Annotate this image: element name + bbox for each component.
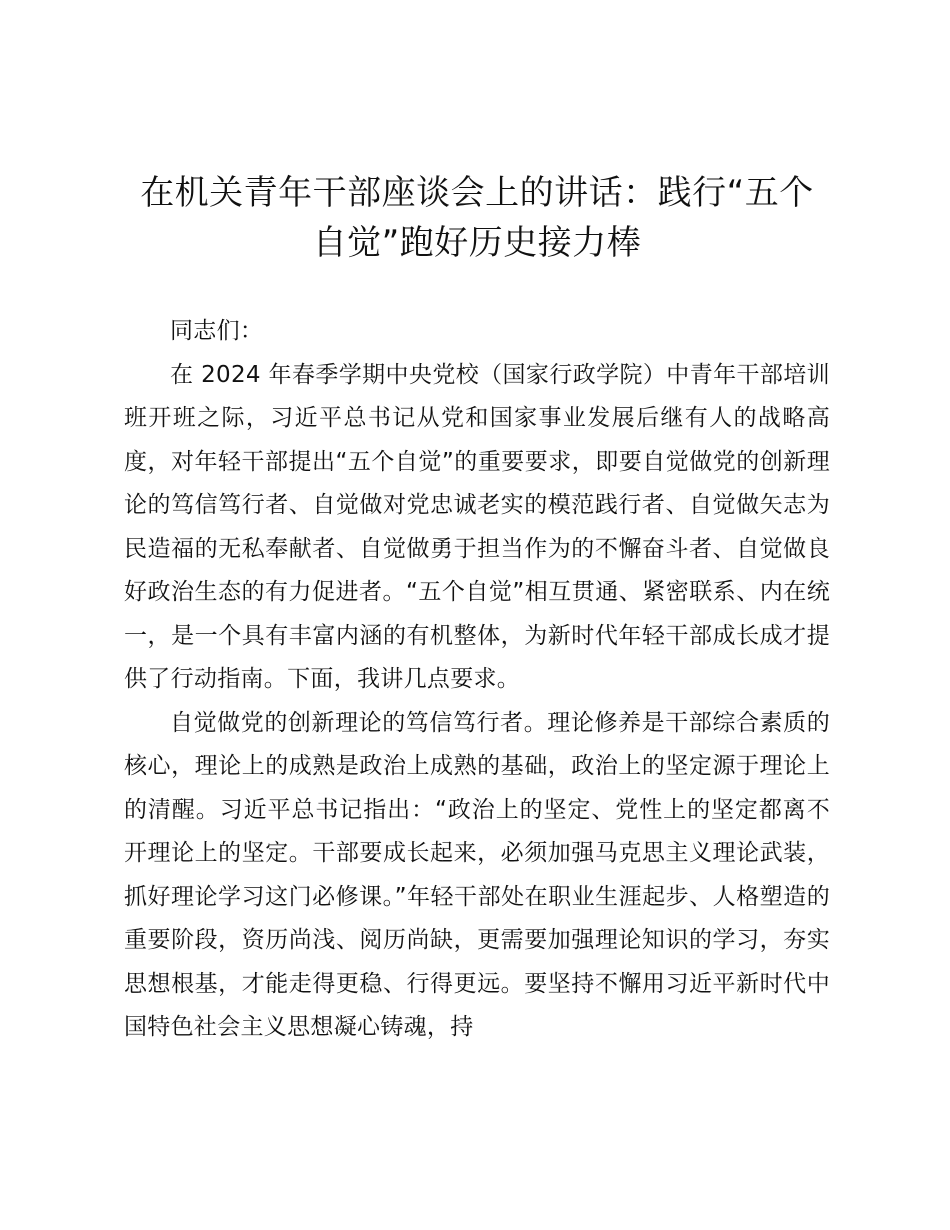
greeting: 同志们：	[170, 318, 264, 344]
document-title: 在机关青年干部座谈会上的讲话：践行“五个自觉”跑好历史接力棒	[140, 173, 814, 263]
document-page	[124, 168, 830, 1050]
paragraph-intro: 在 2024 年春季学期中央党校（国家行政学院）中青年干部培训班开班之际，习近平总书记从党和国家事业发展后继有人的战略高度，对年轻干部提出“五个自觉”的重要要求，即要自觉做党的创新理论的笃信笃行者、自觉做对党忠诚老实的模范践行者、自觉做矢志为民造福的无私奉献者、自觉做勇于担当作为的不懈奋斗者、自觉做良好政治生态的有力促进者。“五个自觉”相互贯通、紧密联系、内在统一，是一个具有丰富内涵的有机整体，为新时代年轻干部成长成才提供了行动指南。下面，我讲几点要求。	[124, 361, 830, 692]
paragraph-theory: 自觉做党的创新理论的笃信笃行者。理论修养是干部综合素质的核心，理论上的成熟是政治上成熟的基础，政治上的坚定源于理论上的清醒。习近平总书记指出：“政治上的坚定、党性上的坚定都离不开理论上的坚定。干部要成长起来，必须加强马克思主义理论武装，抓好理论学习这门必修课。”年轻干部处在职业生涯起步、人格塑造的重要阶段，资历尚浅、阅历尚缺，更需要加强理论知识的学习，夯实思想根基，才能走得更稳、行得更远。要坚持不懈用习近平新时代中国特色社会主义思想凝心铸魂，持	[124, 709, 830, 1040]
